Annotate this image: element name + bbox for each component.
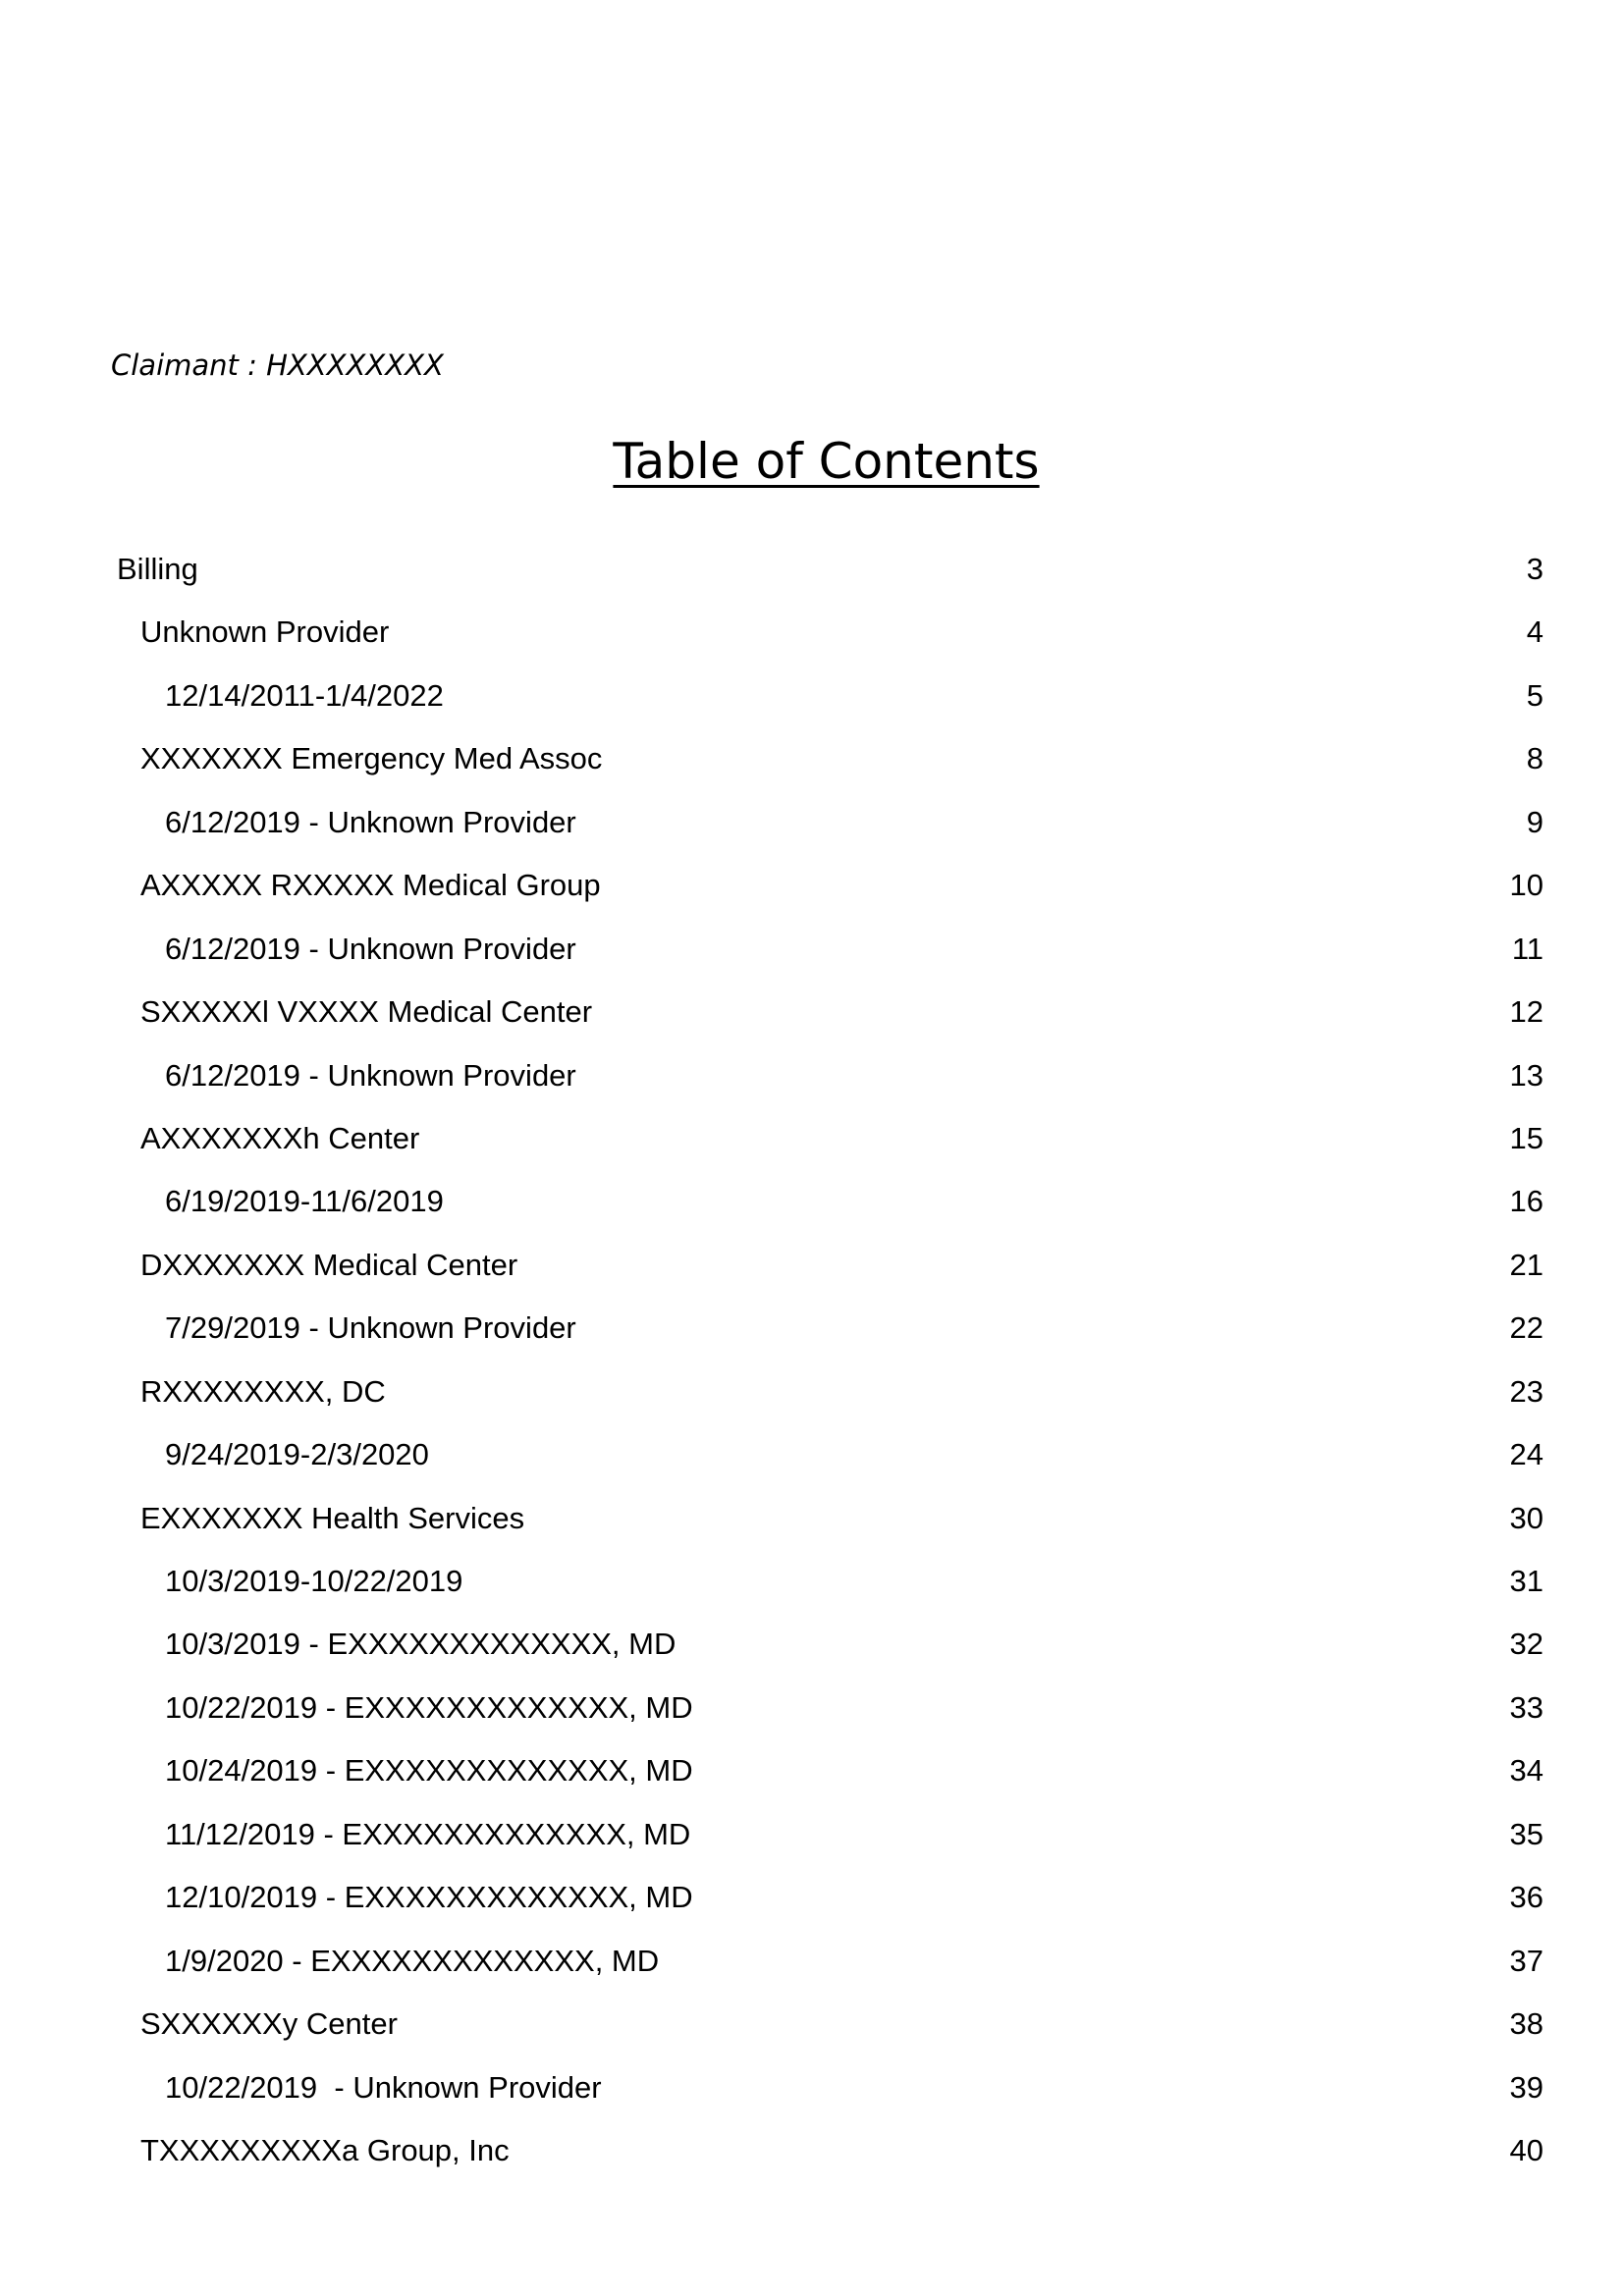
toc-entry-page-number: 22 xyxy=(1509,1310,1543,1346)
toc-entry-page-number: 30 xyxy=(1509,1500,1543,1535)
toc-entry-label: 6/12/2019 - Unknown Provider xyxy=(165,1057,576,1093)
toc-entry xyxy=(0,861,1624,924)
toc-entry-label: DXXXXXXX Medical Center xyxy=(140,1247,518,1282)
toc-entry xyxy=(0,2000,1624,2062)
toc-entry xyxy=(0,1051,1624,1114)
toc-entry-page-number: 16 xyxy=(1509,1184,1543,1219)
toc-entry xyxy=(0,1304,1624,1366)
toc-entry xyxy=(0,1746,1624,1809)
toc-entry-label: 12/10/2019 - EXXXXXXXXXXXXX, MD xyxy=(165,1880,693,1915)
toc-entry-label: 12/14/2011-1/4/2022 xyxy=(165,677,444,713)
toc-entry xyxy=(0,608,1624,670)
toc-entry xyxy=(0,925,1624,988)
toc-entry-page-number: 36 xyxy=(1509,1880,1543,1915)
toc-entry-label: EXXXXXXX Health Services xyxy=(140,1500,525,1535)
toc-entry xyxy=(0,1241,1624,1304)
toc-entry xyxy=(0,1683,1624,1746)
page-title: Table of Contents xyxy=(613,433,1040,490)
toc-entry xyxy=(0,2063,1624,2126)
toc-entry-page-number: 40 xyxy=(1509,2132,1543,2167)
toc-entry-label: SXXXXXl VXXXX Medical Center xyxy=(140,994,593,1030)
toc-entry-page-number: 21 xyxy=(1509,1247,1543,1282)
toc-entry xyxy=(0,1367,1624,1430)
toc-entry-label: AXXXXX RXXXXX Medical Group xyxy=(140,868,601,903)
toc-entry-label: 9/24/2019-2/3/2020 xyxy=(165,1437,429,1472)
toc-entry xyxy=(0,1177,1624,1240)
toc-entry-label: TXXXXXXXXXa Group, Inc xyxy=(140,2132,510,2167)
toc-entry xyxy=(0,2126,1624,2189)
toc-entry xyxy=(0,1430,1624,1493)
toc-entry-page-number: 39 xyxy=(1509,2069,1543,2105)
toc-entry-page-number: 3 xyxy=(1526,552,1543,586)
toc-entry-label: 10/22/2019 - Unknown Provider xyxy=(165,2069,602,2105)
toc-entry xyxy=(0,798,1624,861)
toc-entry xyxy=(0,671,1624,734)
toc-entry-label: SXXXXXXy Center xyxy=(140,2006,398,2042)
toc-entry-page-number: 31 xyxy=(1509,1564,1543,1598)
toc-entry xyxy=(0,1114,1624,1177)
toc-entry-label: 1/9/2020 - EXXXXXXXXXXXXX, MD xyxy=(165,1943,660,1978)
toc-entry-page-number: 35 xyxy=(1509,1816,1543,1851)
toc-entry-page-number: 11 xyxy=(1511,931,1543,966)
toc-entry xyxy=(0,1620,1624,1682)
toc-entry-label: AXXXXXXXh Center xyxy=(140,1120,420,1155)
toc-entry-page-number: 4 xyxy=(1526,614,1543,650)
toc-entry-label: 6/19/2019-11/6/2019 xyxy=(165,1184,444,1219)
toc-entry xyxy=(0,1937,1624,2000)
toc-entry-page-number: 8 xyxy=(1526,741,1543,776)
toc-entry-page-number: 12 xyxy=(1509,994,1543,1030)
toc-entry-page-number: 24 xyxy=(1509,1437,1543,1472)
toc-entry-page-number: 33 xyxy=(1509,1689,1543,1725)
toc-entry-label: Unknown Provider xyxy=(140,614,390,650)
toc-entry-label: 10/3/2019-10/22/2019 xyxy=(165,1564,463,1598)
toc-entry xyxy=(0,1810,1624,1873)
toc-entry-label: 6/12/2019 - Unknown Provider xyxy=(165,804,576,839)
toc-entry-page-number: 9 xyxy=(1526,804,1543,839)
toc-entry-label: 10/24/2019 - EXXXXXXXXXXXXX, MD xyxy=(165,1753,693,1789)
toc-entry xyxy=(0,988,1624,1050)
toc-entry-page-number: 23 xyxy=(1509,1373,1543,1409)
toc-entry-label: 10/22/2019 - EXXXXXXXXXXXXX, MD xyxy=(165,1689,693,1725)
toc-entry-page-number: 10 xyxy=(1509,868,1543,903)
toc-entry-page-number: 15 xyxy=(1509,1120,1543,1155)
toc-entry-page-number: 5 xyxy=(1526,677,1543,713)
claimant-label: Claimant : HXXXXXXXX xyxy=(111,348,444,382)
toc-entry xyxy=(0,1873,1624,1936)
table-of-contents xyxy=(0,545,1624,2189)
toc-entry-page-number: 34 xyxy=(1509,1753,1543,1789)
toc-entry-label: 7/29/2019 - Unknown Provider xyxy=(165,1310,576,1346)
toc-entry-label: 10/3/2019 - EXXXXXXXXXXXXX, MD xyxy=(165,1627,677,1662)
toc-entry-page-number: 13 xyxy=(1509,1057,1543,1093)
toc-entry xyxy=(0,1557,1624,1620)
toc-entry-label: RXXXXXXXX, DC xyxy=(140,1373,386,1409)
toc-entry-label: 11/12/2019 - EXXXXXXXXXXXXX, MD xyxy=(165,1816,691,1851)
toc-entry-page-number: 32 xyxy=(1509,1627,1543,1662)
toc-entry xyxy=(0,734,1624,797)
toc-entry-label: Billing xyxy=(117,552,198,586)
toc-entry xyxy=(0,1494,1624,1557)
toc-entry-label: 6/12/2019 - Unknown Provider xyxy=(165,931,576,966)
toc-entry-page-number: 38 xyxy=(1509,2006,1543,2042)
toc-entry-page-number: 37 xyxy=(1509,1943,1543,1978)
toc-entry-label: XXXXXXX Emergency Med Assoc xyxy=(140,741,603,776)
toc-entry xyxy=(0,545,1624,608)
